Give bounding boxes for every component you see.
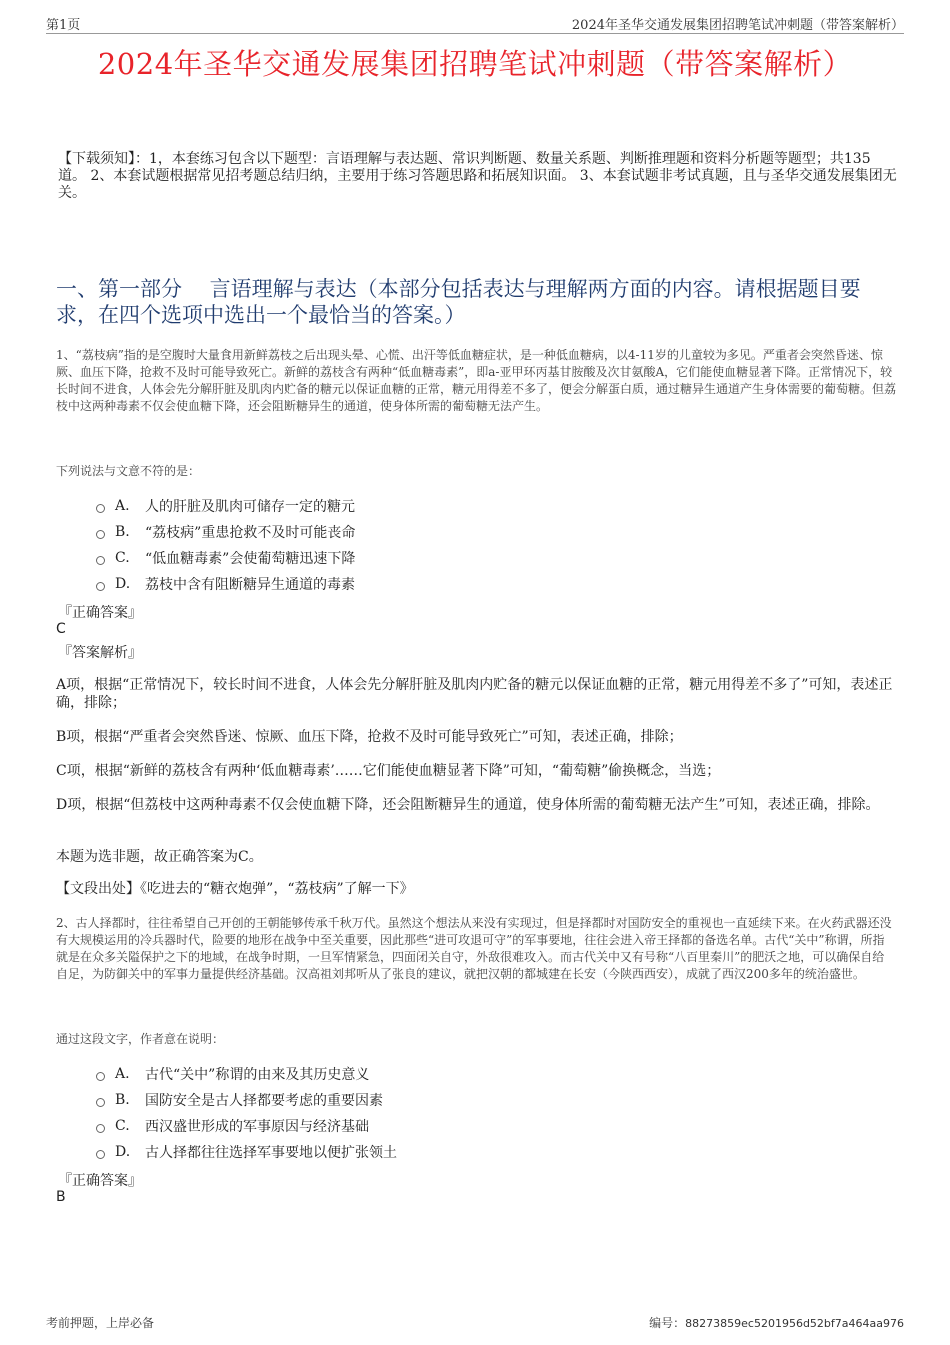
- question-1-analysis-b: B项，根据“严重者会突然昏迷、惊厥、血压下降，抢救不及时可能导致死亡”可知，表述正确，排除；: [56, 729, 683, 745]
- question-1-option-b[interactable]: B. “荔枝病”重患抢救不及时可能丧命: [96, 522, 355, 542]
- page-number: 第1页: [46, 18, 81, 33]
- question-2-option-d[interactable]: D. 古人择都往往选择军事要地以便扩张领土: [96, 1142, 397, 1162]
- footer-code-value: 88273859ec5201956d52bf7a464aa976: [685, 1317, 904, 1330]
- question-2-option-c[interactable]: C. 西汉盛世形成的军事原因与经济基础: [96, 1116, 369, 1136]
- question-1-option-d[interactable]: D. 荔枝中含有阻断糖异生通道的毒素: [96, 574, 355, 594]
- footer-code-label: 编号：: [649, 1316, 686, 1330]
- radio-icon[interactable]: [96, 582, 105, 591]
- footer-slogan: 考前押题，上岸必备: [46, 1316, 155, 1330]
- question-2-prompt: 通过这段文字，作者意在说明：: [56, 1032, 225, 1046]
- radio-icon[interactable]: [96, 504, 105, 513]
- question-2-answer: B: [56, 1189, 66, 1205]
- question-1-source: 【文段出处】《吃进去的“糖衣炮弹”，“荔枝病”了解一下》: [56, 881, 414, 897]
- radio-icon[interactable]: [96, 1072, 105, 1081]
- question-1-analysis-d: D项，根据“但荔枝中这两种毒素不仅会使血糖下降，还会阻断糖异生的通道，使身体所需的葡萄糖无法产生”可知，表述正确，排除。: [56, 797, 880, 813]
- question-1-analysis-label: 『答案解析』: [58, 645, 142, 661]
- question-1-prompt: 下列说法与文意不符的是：: [56, 464, 201, 478]
- download-notice: 【下载须知】：1，本套练习包含以下题型：言语理解与表达题、常识判断题、数量关系题、判断推理题和资料分析题等题型；共135道。 2、本套试题根据常见招考题总结归纳，主要用于练习答题思路和拓展知识面。 3、本套试题非考试真题，且与圣华交通发展集团无关。: [58, 151, 897, 201]
- question-1-option-a[interactable]: A. 人的肝脏及肌肉可储存一定的糖元: [96, 496, 355, 516]
- question-1-option-c[interactable]: C. “低血糖毒素”会使葡萄糖迅速下降: [96, 548, 355, 568]
- question-1-answer: C: [56, 621, 66, 637]
- footer-code: [649, 1314, 904, 1331]
- radio-icon[interactable]: [96, 1098, 105, 1107]
- question-1-passage: 1、“荔枝病”指的是空腹时大量食用新鲜荔枝之后出现头晕、心慌、出汗等低血糖症状，是一种低血糖病，以4-11岁的儿童较为多见。严重者会突然昏迷、惊厥、血压下降，抢救不及时可能导致死亡。新鲜的荔枝含有两种“低血糖毒素”，即a-亚甲环丙基甘胺酸及次甘氨酸A，它们能使血糖显著下降。正常情况下，较长时间不进食，人体会先分解肝脏及肌肉内贮备的糖元以保证血糖的正常，糖元用得差不多了，便会分解蛋白质，通过糖异生通道产生身体需要的葡萄糖。但荔枝中这两种毒素不仅会使血糖下降，还会阻断糖异生的通道，使身体所需的葡萄糖无法产生。: [56, 348, 897, 413]
- radio-icon[interactable]: [96, 556, 105, 565]
- running-title: 2024年圣华交通发展集团招聘笔试冲刺题（带答案解析）: [571, 18, 904, 33]
- question-1-conclusion: 本题为选非题，故正确答案为C。: [56, 849, 263, 865]
- question-1-analysis-c: C项，根据“新鲜的荔枝含有两种‘低血糖毒素’……它们能使血糖显著下降”可知，“葡萄糖”偷换概念，当选；: [56, 763, 721, 779]
- radio-icon[interactable]: [96, 530, 105, 539]
- radio-icon[interactable]: [96, 1150, 105, 1159]
- question-2-answer-label: 『正确答案』: [58, 1173, 142, 1189]
- section-heading: 一、第一部分 言语理解与表达（本部分包括表达与理解两方面的内容。请根据题目要求，在四个选项中选出一个最恰当的答案。）: [56, 277, 861, 327]
- question-1-analysis-a: A项，根据“正常情况下，较长时间不进食，人体会先分解肝脏及肌肉内贮备的糖元以保证血糖的正常，糖元用得差不多了”可知，表述正确，排除；: [56, 677, 893, 711]
- question-2-option-a[interactable]: A. 古代“关中”称谓的由来及其历史意义: [96, 1064, 369, 1084]
- question-1-answer-label: 『正确答案』: [58, 605, 142, 621]
- question-2-passage: 2、古人择都时，往往希望自己开创的王朝能够传承千秋万代。虽然这个想法从来没有实现过，但是择都时对国防安全的重视也一直延续下来。在火药武器还没有大规模运用的冷兵器时代，险要的地形在战争中至关重要，因此那些“进可攻退可守”的军事要地，往往会进入帝王择都的备选名单。古代“关中”称谓，所指就是在众多关隘保护之下的地域，在战争时期，一旦军情紧急，四面闭关自守，外敌很难攻入。而古代关中又有号称“八百里秦川”的肥沃之地，可以确保自给自足，为防御关中的军事力量提供经济基础。汉高祖刘邦听从了张良的建议，就把汉朝的都城建在长安（今陕西西安），成就了西汉200多年的统治盛世。: [56, 916, 892, 981]
- question-2-option-b[interactable]: B. 国防安全是古人择都要考虑的重要因素: [96, 1090, 383, 1110]
- radio-icon[interactable]: [96, 1124, 105, 1133]
- header-divider: [46, 33, 904, 34]
- document-title: 2024年圣华交通发展集团招聘笔试冲刺题（带答案解析）: [97, 47, 853, 81]
